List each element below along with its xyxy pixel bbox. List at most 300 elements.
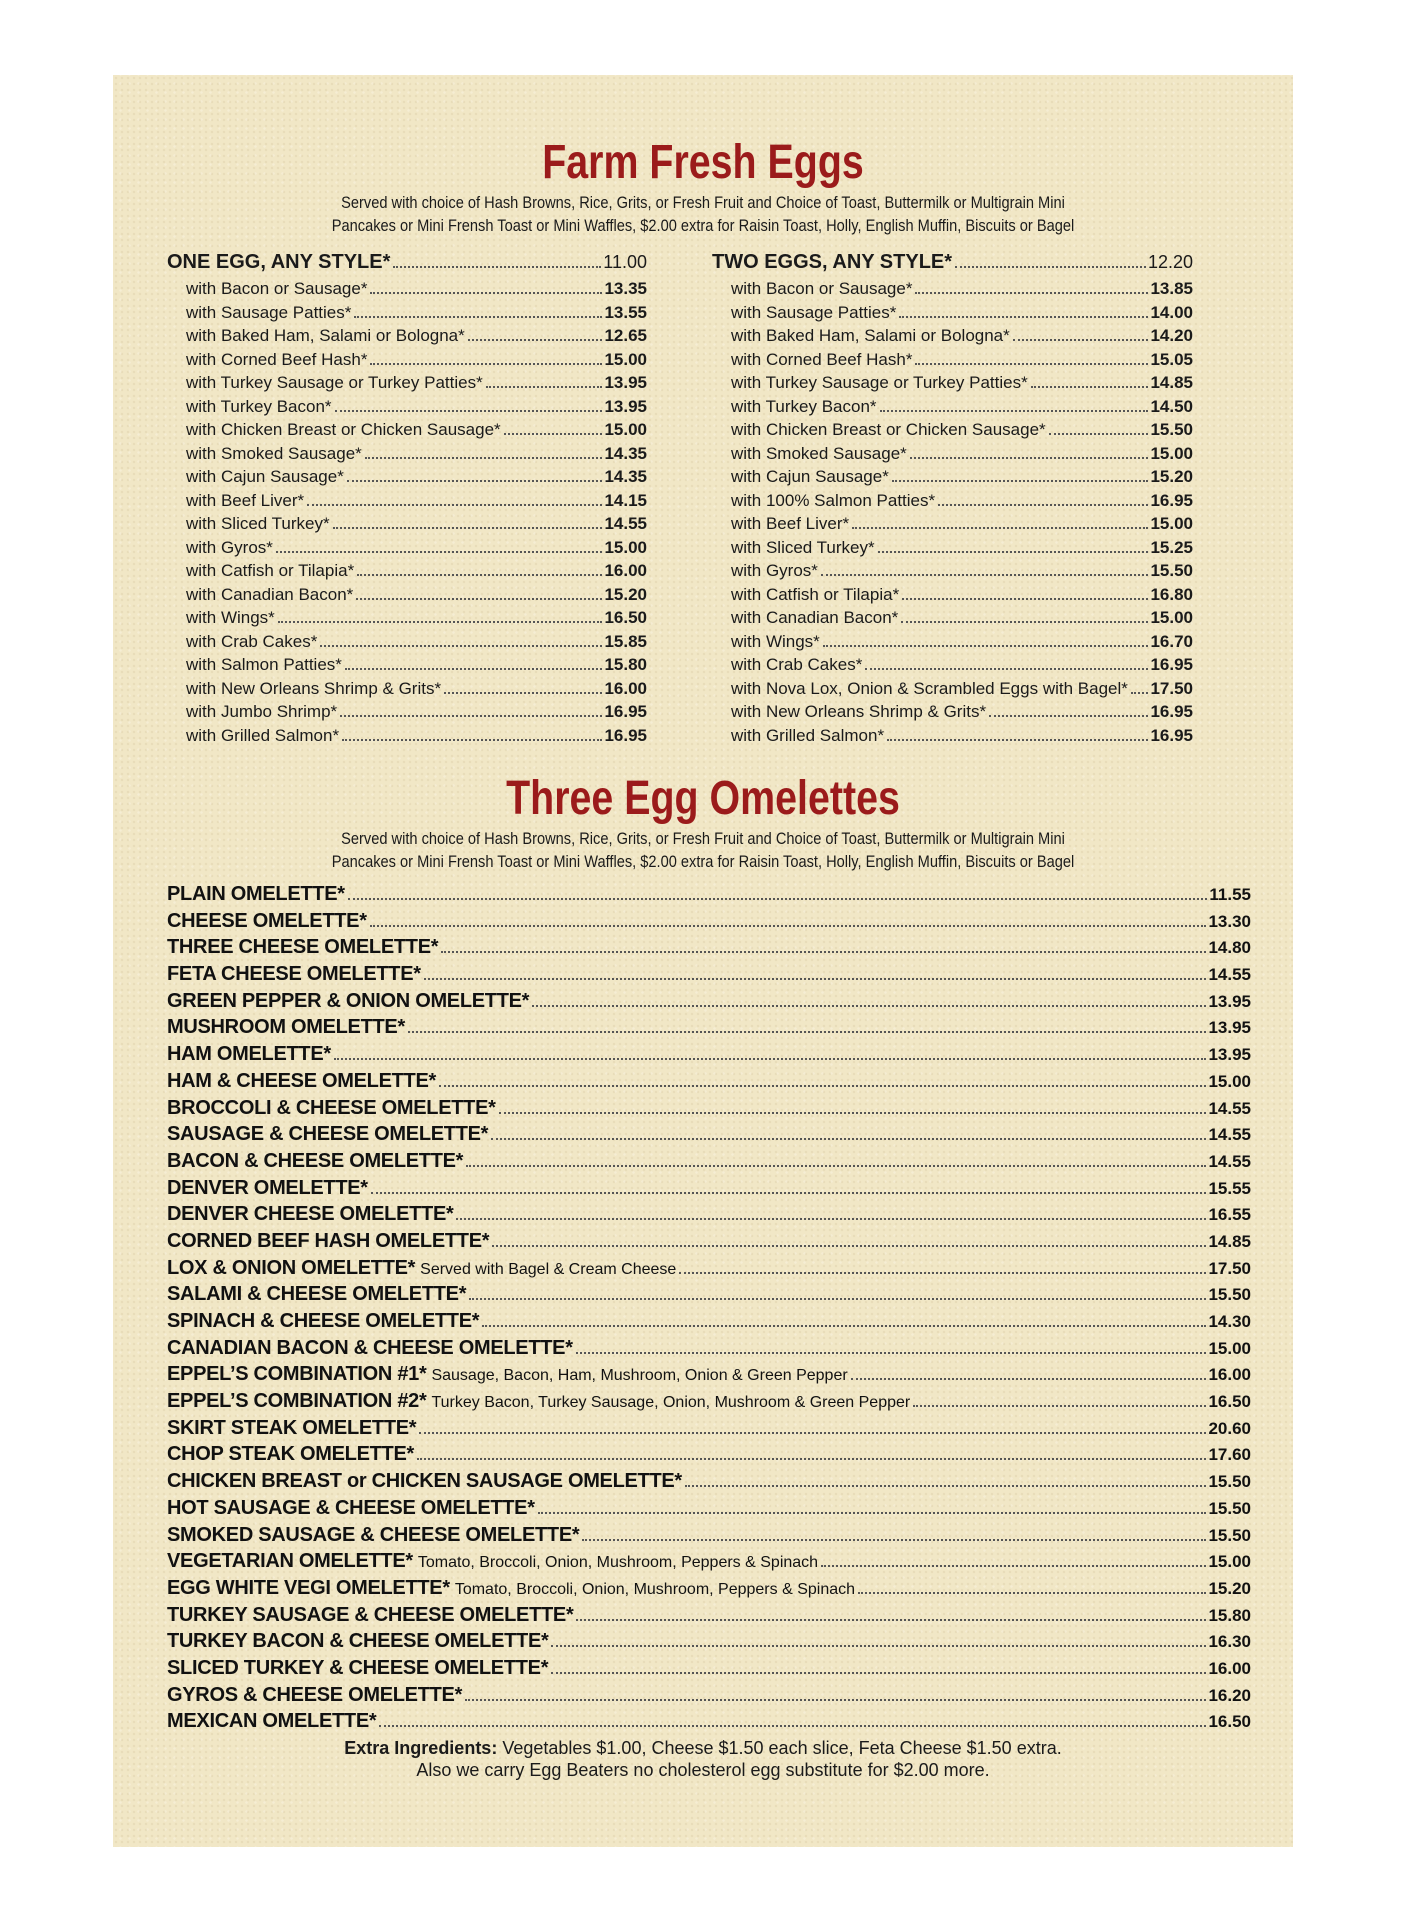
omelette-name: SLICED TURKEY & CHEESE OMELETTE*: [167, 1656, 549, 1679]
item-price: 15.50: [1150, 561, 1193, 580]
item-price: 14.35: [604, 443, 647, 463]
item-price: 17.50: [1150, 678, 1193, 698]
eggs-title: Farm Fresh Eggs: [542, 136, 864, 189]
leader-dots: [538, 1512, 1207, 1514]
item-name: with Corned Beef Hash*: [186, 349, 368, 369]
menu-item-row: [712, 348, 1193, 372]
item-name: with Catfish or Tilapia*: [186, 561, 355, 580]
omelette-name: SKIRT STEAK OMELETTE*: [167, 1416, 417, 1439]
leader-dots: [456, 1218, 1206, 1220]
leader-dots: [379, 1725, 1206, 1727]
item-name: with Gyros*: [186, 537, 273, 557]
item-price: 14.85: [1150, 373, 1193, 392]
item-name: with Cajun Sausage*: [731, 467, 889, 486]
item-price: 15.20: [604, 584, 647, 604]
item-name: with Beef Liver*: [731, 514, 850, 533]
leader-dots: [880, 410, 1149, 412]
leader-dots: [852, 527, 1148, 529]
omelette-row: [167, 1308, 1251, 1335]
omelette-row: [167, 1602, 1251, 1629]
item-price: 12.20: [1147, 252, 1193, 272]
menu-item-row: [712, 371, 1193, 395]
right-header-row: [712, 248, 1193, 277]
menu-item-row: [167, 536, 647, 560]
leader-dots: [347, 480, 603, 482]
menu-item-row: [167, 724, 647, 748]
leader-dots: [370, 292, 602, 294]
omelette-price: 15.55: [1208, 1178, 1251, 1198]
item-name: with Turkey Sausage or Turkey Patties*: [731, 373, 1028, 392]
leader-dots: [468, 339, 603, 341]
omelette-price: 16.55: [1208, 1205, 1251, 1225]
item-name: with Baked Ham, Salami or Bologna*: [731, 326, 1010, 345]
omelette-price: 15.50: [1208, 1285, 1251, 1305]
omelette-name: BACON & CHEESE OMELETTE*: [167, 1149, 464, 1172]
leader-dots: [989, 715, 1148, 717]
item-name: with Chicken Breast or Chicken Sausage*: [186, 420, 501, 439]
menu-item-row: [167, 700, 647, 724]
omelette-row: [167, 988, 1251, 1015]
item-price: 15.85: [604, 631, 647, 651]
leader-dots: [469, 1298, 1206, 1300]
leader-dots: [356, 598, 602, 600]
menu-item-row: [167, 418, 647, 442]
omelette-price: 15.50: [1208, 1472, 1251, 1492]
omelette-name: TURKEY SAUSAGE & CHEESE OMELETTE*: [167, 1603, 574, 1626]
leader-dots: [878, 551, 1149, 553]
menu-item-row: [712, 465, 1193, 489]
omelette-row: [167, 961, 1251, 988]
item-price: 16.95: [1150, 490, 1193, 510]
omelette-price: 13.30: [1208, 911, 1251, 931]
menu-item-row: [167, 395, 647, 419]
item-name: with Turkey Bacon*: [186, 396, 332, 416]
menu-item-row: [712, 536, 1193, 560]
item-name: with 100% Salmon Patties*: [731, 490, 936, 510]
item-name: with Smoked Sausage*: [731, 443, 907, 463]
item-name: with Nova Lox, Onion & Scrambled Eggs with Bagel*: [731, 678, 1128, 698]
omelette-name: MUSHROOM OMELETTE*: [167, 1016, 405, 1039]
item-price: 13.35: [604, 279, 647, 298]
omelette-name: HOT SAUSAGE & CHEESE OMELETTE*: [167, 1496, 535, 1519]
item-name: with New Orleans Shrimp & Grits*: [186, 678, 442, 698]
omelette-price: 15.00: [1208, 1071, 1251, 1091]
omelette-name: THREE CHEESE OMELETTE*: [167, 936, 439, 959]
omelette-price: 13.95: [1208, 991, 1251, 1011]
leader-dots: [342, 739, 602, 741]
leader-dots: [901, 621, 1148, 623]
menu-item-row: [712, 301, 1193, 325]
item-price: 11.00: [603, 252, 647, 272]
item-price: 13.95: [604, 396, 647, 416]
omelette-name: EPPEL’S COMBINATION #2*: [167, 1390, 427, 1413]
omelette-row: [167, 1335, 1251, 1362]
menu-item-row: [167, 348, 647, 372]
omelette-price: 14.55: [1208, 1098, 1251, 1118]
leader-dots: [466, 1165, 1206, 1167]
omelette-name: CANADIAN BACON & CHEESE OMELETTE*: [167, 1336, 573, 1359]
item-name: with Wings*: [731, 631, 820, 651]
omelette-row: [167, 1495, 1251, 1522]
omelette-row: [167, 908, 1251, 935]
item-price: 14.55: [604, 514, 647, 533]
item-price: 14.50: [1150, 396, 1193, 416]
item-name: with Turkey Sausage or Turkey Patties*: [186, 373, 483, 392]
two-eggs-column: [712, 248, 1193, 747]
leader-dots: [348, 898, 1208, 900]
leader-dots: [821, 1565, 1206, 1567]
menu-item-row: [167, 301, 647, 325]
item-name: with Turkey Bacon*: [731, 396, 877, 416]
leader-dots: [887, 739, 1148, 741]
leader-dots: [1049, 433, 1149, 435]
omelette-name: GREEN PEPPER & ONION OMELETTE*: [167, 989, 530, 1012]
omelettes-title: Three Egg Omelettes: [506, 772, 900, 825]
item-price: 16.95: [1150, 725, 1193, 745]
omelette-price: 14.55: [1208, 1151, 1251, 1171]
omelette-row: [167, 1068, 1251, 1095]
omelette-name: HAM OMELETTE*: [167, 1043, 331, 1066]
menu-item-row: [167, 277, 647, 301]
menu-item-row: [712, 606, 1193, 630]
leader-dots: [424, 978, 1207, 980]
omelette-row: [167, 1361, 1251, 1388]
menu-item-row: [712, 395, 1193, 419]
item-price: 13.85: [1150, 279, 1193, 298]
omelette-price: 14.30: [1208, 1312, 1251, 1331]
menu-page: [113, 75, 1293, 1847]
item-name: with Sliced Turkey*: [186, 514, 330, 533]
leader-dots: [532, 1005, 1206, 1007]
item-name: with New Orleans Shrimp & Grits*: [731, 702, 987, 721]
one-egg-column: [167, 248, 647, 747]
item-price: 16.00: [604, 561, 647, 580]
item-name: with Sausage Patties*: [731, 302, 897, 322]
leader-dots: [910, 457, 1149, 459]
omelette-name: SAUSAGE & CHEESE OMELETTE*: [167, 1123, 489, 1146]
item-price: 16.80: [1150, 584, 1193, 604]
omelette-price: 16.00: [1208, 1658, 1251, 1678]
item-name: with Catfish or Tilapia*: [731, 584, 900, 604]
leader-dots: [334, 1058, 1207, 1060]
extras-note: [113, 1737, 1293, 1781]
menu-item-row: [712, 512, 1193, 536]
omelette-name: BROCCOLI & CHEESE OMELETTE*: [167, 1096, 496, 1119]
leader-dots: [685, 1485, 1207, 1487]
item-name: TWO EGGS, ANY STYLE*: [712, 251, 953, 273]
omelette-name: CORNED BEEF HASH OMELETTE*: [167, 1229, 490, 1252]
leader-dots: [955, 266, 1146, 268]
leader-dots: [276, 551, 603, 553]
item-name: with Beef Liver*: [186, 490, 305, 510]
omelette-name: VEGETARIAN OMELETTE*: [167, 1550, 413, 1573]
item-price: 16.95: [1150, 655, 1193, 674]
eggs-subtitle-line2: Pancakes or Mini Frensh Toast or Mini Waffles, $2.00 extra for Raisin Toast, Holly, English Muffin, Biscuits or Bagel: [331, 216, 1075, 235]
leader-dots: [858, 1592, 1206, 1594]
menu-item-row: [712, 583, 1193, 607]
item-price: 13.55: [604, 302, 647, 322]
menu-item-row: [167, 442, 647, 466]
omelette-row: [167, 1522, 1251, 1549]
leader-dots: [320, 645, 602, 647]
leader-dots: [370, 925, 1207, 927]
menu-item-row: [712, 630, 1193, 654]
item-price: 15.00: [604, 420, 647, 439]
menu-item-row: [712, 724, 1193, 748]
omelette-row: [167, 1548, 1251, 1575]
omelette-name: CHEESE OMELETTE*: [167, 909, 367, 932]
omelette-name: PLAIN OMELETTE*: [167, 883, 345, 905]
item-price: 14.00: [1150, 302, 1193, 322]
item-price: 15.00: [604, 537, 647, 557]
item-price: 15.00: [1150, 443, 1193, 463]
menu-item-row: [167, 324, 647, 348]
menu-item-row: [167, 606, 647, 630]
item-name: ONE EGG, ANY STYLE*: [167, 251, 391, 273]
omelette-description: Served with Bagel & Cream Cheese: [420, 1260, 677, 1278]
omelette-row: [167, 1121, 1251, 1148]
leader-dots: [551, 1645, 1206, 1647]
omelette-row: [167, 1041, 1251, 1068]
leader-dots: [278, 621, 603, 623]
omelette-row: [167, 1095, 1251, 1122]
leader-dots: [913, 1405, 1206, 1407]
omelette-row: [167, 1655, 1251, 1682]
item-price: 15.25: [1150, 537, 1193, 557]
omelette-price: 20.60: [1208, 1418, 1251, 1438]
extras-label: Extra Ingredients:: [344, 1738, 498, 1758]
item-name: with Cajun Sausage*: [186, 467, 344, 486]
leader-dots: [915, 363, 1148, 365]
item-price: 16.95: [604, 702, 647, 721]
leader-dots: [333, 527, 603, 529]
item-price: 15.20: [1150, 467, 1193, 486]
leader-dots: [439, 1085, 1206, 1087]
leader-dots: [393, 266, 601, 268]
omelette-row: [167, 1708, 1251, 1735]
omelette-name: TURKEY BACON & CHEESE OMELETTE*: [167, 1630, 549, 1653]
leader-dots: [307, 504, 602, 506]
omelette-name: MEXICAN OMELETTE*: [167, 1710, 377, 1733]
omelette-row: [167, 1441, 1251, 1468]
omelette-name: CHICKEN BREAST or CHICKEN SAUSAGE OMELETTE*: [167, 1470, 682, 1493]
menu-item-row: [167, 630, 647, 654]
item-name: with Corned Beef Hash*: [731, 349, 913, 369]
omelette-price: 17.60: [1208, 1445, 1251, 1465]
menu-item-row: [712, 442, 1193, 466]
leader-dots: [576, 1619, 1206, 1621]
leader-dots: [865, 668, 1148, 670]
menu-item-row: [712, 489, 1193, 513]
omelette-name: SMOKED SAUSAGE & CHEESE OMELETTE*: [167, 1523, 580, 1546]
leader-dots: [551, 1672, 1206, 1674]
item-name: with Salmon Patties*: [186, 655, 342, 674]
omelette-name: LOX & ONION OMELETTE*: [167, 1256, 416, 1279]
item-name: with Crab Cakes*: [731, 655, 863, 674]
omelette-row: [167, 1575, 1251, 1602]
omelette-row: [167, 1175, 1251, 1202]
omelettes-subtitle-line2: Pancakes or Mini Frensh Toast or Mini Waffles, $2.00 extra for Raisin Toast, Holly, English Muffin, Biscuits or Bagel: [331, 852, 1075, 871]
leader-dots: [938, 504, 1148, 506]
leader-dots: [899, 316, 1148, 318]
omelette-price: 14.80: [1208, 938, 1251, 958]
item-name: with Grilled Salmon*: [186, 725, 340, 745]
menu-item-row: [167, 653, 647, 677]
leader-dots: [504, 433, 603, 435]
omelette-row: [167, 1148, 1251, 1175]
leader-dots: [679, 1272, 1206, 1274]
omelette-row: [167, 1201, 1251, 1228]
omelette-description: Tomato, Broccoli, Onion, Mushroom, Peppers & Spinach: [454, 1580, 856, 1598]
omelette-description: Sausage, Bacon, Ham, Mushroom, Onion & Green Pepper: [431, 1367, 848, 1385]
item-name: with Wings*: [186, 608, 275, 627]
omelette-price: 16.20: [1208, 1685, 1251, 1705]
menu-item-row: [167, 512, 647, 536]
leader-dots: [335, 410, 603, 412]
leader-dots: [354, 316, 602, 318]
item-name: with Crab Cakes*: [186, 631, 318, 651]
leader-dots: [892, 480, 1149, 482]
item-price: 15.50: [1150, 420, 1193, 439]
leader-dots: [357, 574, 602, 576]
item-name: with Canadian Bacon*: [731, 608, 899, 627]
item-price: 14.35: [604, 467, 647, 486]
menu-item-row: [712, 418, 1193, 442]
menu-item-row: [712, 677, 1193, 701]
omelettes-list: [167, 881, 1251, 1735]
omelette-price: 15.00: [1208, 1552, 1251, 1572]
omelette-price: 14.85: [1208, 1231, 1251, 1251]
item-price: 15.00: [1150, 514, 1193, 533]
omelette-description: Tomato, Broccoli, Onion, Mushroom, Peppers & Spinach: [417, 1554, 819, 1572]
menu-item-row: [712, 559, 1193, 583]
item-name: with Canadian Bacon*: [186, 584, 354, 604]
omelette-name: CHOP STEAK OMELETTE*: [167, 1443, 414, 1466]
menu-item-row: [167, 677, 647, 701]
extras-line1: [113, 1737, 1293, 1759]
item-price: 16.00: [604, 678, 647, 698]
omelette-row: [167, 1281, 1251, 1308]
omelette-name: FETA CHEESE OMELETTE*: [167, 963, 421, 986]
omelette-price: 15.50: [1208, 1498, 1251, 1518]
menu-item-row: [167, 371, 647, 395]
menu-item-row: [712, 277, 1193, 301]
leader-dots: [365, 457, 603, 459]
leader-dots: [371, 1192, 1207, 1194]
omelette-name: SPINACH & CHEESE OMELETTE*: [167, 1310, 480, 1332]
omelette-row: [167, 934, 1251, 961]
omelette-name: DENVER CHEESE OMELETTE*: [167, 1203, 454, 1226]
omelette-row: [167, 1682, 1251, 1709]
menu-item-row: [167, 559, 647, 583]
omelette-row: [167, 1628, 1251, 1655]
omelette-name: DENVER OMELETTE*: [167, 1176, 368, 1199]
leader-dots: [582, 1539, 1206, 1541]
omelette-price: 15.00: [1208, 1338, 1251, 1358]
omelette-price: 16.50: [1208, 1392, 1251, 1412]
leader-dots: [417, 1458, 1206, 1460]
leader-dots: [441, 951, 1206, 953]
omelette-price: 16.30: [1208, 1632, 1251, 1652]
omelette-row: [167, 1468, 1251, 1495]
item-price: 13.95: [604, 373, 647, 392]
omelette-price: 16.00: [1208, 1365, 1251, 1385]
omelette-name: GYROS & CHEESE OMELETTE*: [167, 1683, 463, 1706]
omelette-name: HAM & CHEESE OMELETTE*: [167, 1069, 436, 1092]
omelette-row: [167, 1255, 1251, 1282]
omelette-price: 16.50: [1208, 1712, 1251, 1732]
extras-line2: Also we carry Egg Beaters no cholesterol egg substitute for $2.00 more.: [416, 1760, 990, 1780]
omelette-name: EPPEL’S COMBINATION #1*: [167, 1363, 427, 1386]
omelette-price: 15.20: [1208, 1578, 1251, 1598]
leader-dots: [915, 292, 1148, 294]
leader-dots: [499, 1112, 1207, 1114]
omelette-price: 17.50: [1208, 1258, 1251, 1278]
leader-dots: [486, 386, 603, 388]
menu-item-row: [167, 489, 647, 513]
omelettes-subtitle-line1: Served with choice of Hash Browns, Rice, Grits, or Fresh Fruit and Choice of Toast, Buttermilk or Multigrain Mini: [341, 829, 1065, 848]
leader-dots: [1131, 692, 1149, 694]
omelette-row: [167, 1415, 1251, 1442]
item-price: 15.00: [604, 349, 647, 369]
menu-item-row: [712, 700, 1193, 724]
menu-item-row: [167, 465, 647, 489]
item-price: 15.00: [1150, 608, 1193, 627]
item-price: 15.05: [1150, 349, 1193, 369]
leader-dots: [482, 1325, 1206, 1327]
leader-dots: [902, 598, 1148, 600]
leader-dots: [408, 1031, 1207, 1033]
omelette-row: [167, 1014, 1251, 1041]
leader-dots: [823, 645, 1149, 647]
leader-dots: [1013, 339, 1149, 341]
omelette-row: [167, 881, 1251, 908]
item-name: with Gyros*: [731, 561, 818, 580]
leader-dots: [345, 668, 603, 670]
item-price: 16.95: [1150, 702, 1193, 721]
item-name: with Baked Ham, Salami or Bologna*: [186, 326, 465, 345]
item-name: with Bacon or Sausage*: [731, 279, 913, 298]
leader-dots: [419, 1432, 1206, 1434]
item-price: 16.50: [604, 608, 647, 627]
leader-dots: [576, 1352, 1207, 1354]
leader-dots: [821, 574, 1149, 576]
item-price: 12.65: [604, 326, 647, 345]
item-price: 14.20: [1150, 326, 1193, 345]
omelette-description: Turkey Bacon, Turkey Sausage, Onion, Mushroom & Green Pepper: [431, 1394, 911, 1412]
item-price: 16.70: [1150, 631, 1193, 651]
item-name: with Jumbo Shrimp*: [186, 702, 338, 721]
leader-dots: [340, 715, 602, 717]
eggs-subtitle-line1: Served with choice of Hash Browns, Rice, Grits, or Fresh Fruit and Choice of Toast, Buttermilk or Multigrain Mini: [341, 193, 1065, 212]
omelette-price: 13.95: [1208, 1045, 1251, 1065]
item-price: 14.15: [604, 490, 647, 510]
omelette-price: 13.95: [1208, 1018, 1251, 1038]
menu-item-row: [712, 324, 1193, 348]
omelette-price: 15.50: [1208, 1525, 1251, 1545]
leader-dots: [491, 1138, 1206, 1140]
item-name: with Grilled Salmon*: [731, 725, 885, 745]
item-name: with Sliced Turkey*: [731, 537, 875, 557]
omelette-price: 14.55: [1208, 965, 1251, 985]
item-name: with Smoked Sausage*: [186, 443, 362, 463]
omelette-name: SALAMI & CHEESE OMELETTE*: [167, 1283, 467, 1306]
omelette-row: [167, 1388, 1251, 1415]
menu-item-row: [712, 653, 1193, 677]
omelette-name: EGG WHITE VEGI OMELETTE*: [167, 1576, 450, 1599]
extras-text: Vegetables $1.00, Cheese $1.50 each slice, Feta Cheese $1.50 extra.: [497, 1738, 1062, 1758]
item-name: with Bacon or Sausage*: [186, 279, 368, 298]
